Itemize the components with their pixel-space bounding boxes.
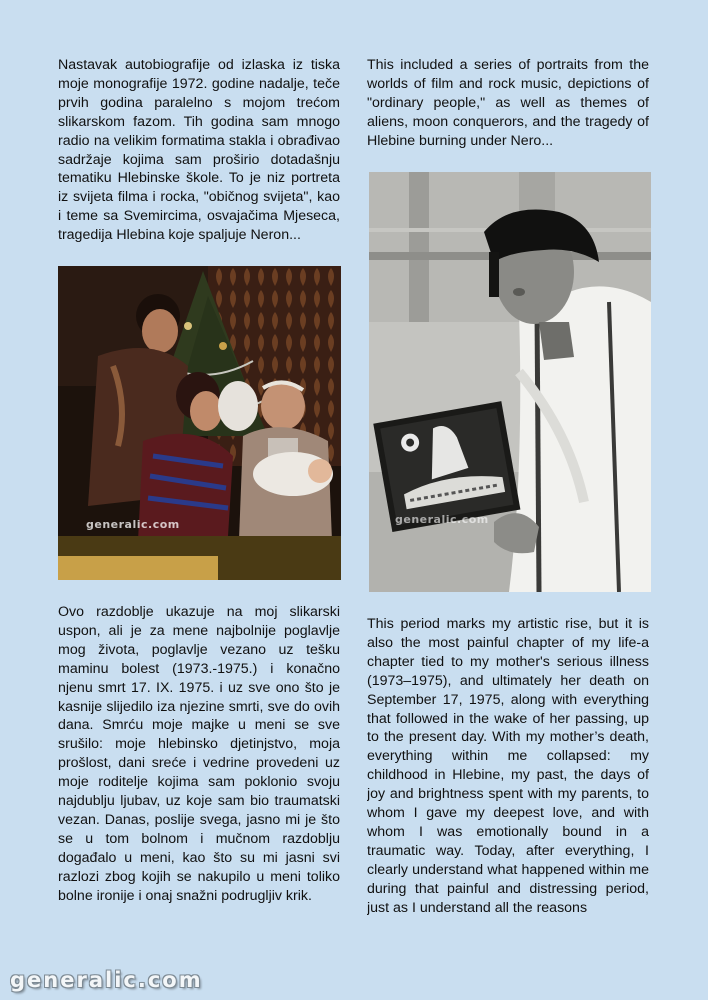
artist-photo-watermark: generalic.com (395, 513, 489, 526)
artist-photo-illustration (369, 172, 651, 592)
english-intro-paragraph (367, 56, 649, 151)
family-photo-watermark: generalic.com (86, 518, 180, 531)
family-photo-illustration (58, 266, 341, 580)
english-main-paragraph (367, 615, 649, 920)
artist-holding-painting-photo (369, 172, 651, 592)
croatian-intro-paragraph (58, 56, 340, 245)
croatian-intro-text: Nastavak autobiografije od izlaska iz tiska moje monografije 1972. godine nadalje, teče prvih godina paralelno s mojom trećom slikarskom fazom. Tih godina sam mnogo radio na velikim formatima stakla i obrađivao sadržaje kojima sam proširio dotadašnju tematiku Hlebinske škole. To je niz portreta iz svijeta filma i rocka, "običnog svijeta", kao i teme sa Svemircima, osvajačima Mjeseca, tragedija Hlebina koje spaljuje Neron... (58, 57, 340, 244)
english-intro-text: This included a series of portraits from the worlds of film and rock music, depictions of "ordinary people," as well as themes of aliens, moon conquerors, and the tragedy of Hlebine burning under Nero... (367, 57, 649, 149)
footer-site-logo[interactable]: generalic.com (10, 968, 203, 992)
english-main-text: This period marks my artistic rise, but it is also the most painful chapter of my life-a chapter tied to my mother's serious illness (1973–1975), and ultimately her death on September 17, 1975, along with everything that followed in the wake of her passing, up to the present day. With my mother’s death, everything within me collapsed: my childhood in Hlebine, my past, the days of joy and brightness spent with my parents, to whom I gave my deepest love, and with whom I was emotionally bound in a traumatic way. Today, after everything, I clearly understand what happened within me during that painful and distressing period, just as I understand all the reasons (367, 616, 649, 916)
family-christmas-photo (58, 266, 341, 580)
croatian-main-paragraph (58, 603, 340, 906)
croatian-main-text: Ovo razdoblje ukazuje na moj slikarski uspon, ali je za mene najbolnije poglavlje mog života, poglavlje vezano uz tešku maminu bolest (1973.-1975.) i konačno njenu smrt 17. IX. 1975. i uz sve ono što je kasnije slijedilo iza njezine smrti, sve do ovih dana. Smrću moje majke u meni se sve srušilo: moje hlebinsko djetinjstvo, moja prošlost, dani sreće i vedrine provedeni uz moje roditelje kojima sam poklonio svoju najdublju ljubav, uz koje sam bio traumatski vezan. Danas, poslije svega, jasno mi je što se u tom bolnom i mučnom razdoblju događalo u meni, kao što su mi jasni svi razlozi zbog kojih se nakupilo u meni toliko bolne ironije i onaj snažni podrugljiv krik. (58, 604, 340, 904)
